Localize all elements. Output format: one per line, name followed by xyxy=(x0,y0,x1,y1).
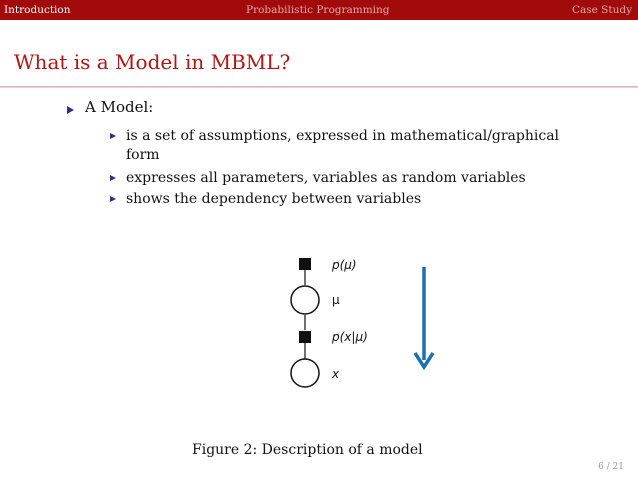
nav-section-case-study[interactable]: Case Study xyxy=(571,4,632,16)
sub-bullet-assumptions: is a set of assumptions, expressed in mathematical/graphical form xyxy=(126,128,560,163)
label-mu: μ xyxy=(332,293,340,307)
navbar xyxy=(0,0,638,20)
sub-bullet-random-variables: expresses all parameters, variables as random variables xyxy=(126,170,526,186)
factor-node-p-x-given-mu xyxy=(299,331,311,343)
page-number: 6 / 21 xyxy=(598,462,624,472)
label-x: x xyxy=(332,367,340,381)
nav-section-probabilistic-programming[interactable]: Probabilistic Programming xyxy=(246,4,390,16)
variable-node-mu xyxy=(291,286,319,314)
slide-title: What is a Model in MBML? xyxy=(14,50,291,74)
title-divider xyxy=(0,86,638,88)
sub-bullet-dependency: shows the dependency between variables xyxy=(126,191,422,207)
bullet-triangle-icon xyxy=(67,106,74,114)
factor-node-p-mu xyxy=(299,258,311,270)
figure-caption: Figure 2: Description of a model xyxy=(192,442,423,458)
nav-section-introduction[interactable]: Introduction xyxy=(4,4,71,16)
factor-graph-diagram xyxy=(270,245,460,395)
label-p-x-given-mu: p(x|μ) xyxy=(332,330,368,344)
sub-bullet-triangle-icon xyxy=(110,196,116,202)
sub-bullet-triangle-icon xyxy=(110,133,116,139)
sub-bullet-triangle-icon xyxy=(110,175,116,181)
label-p-mu: p(μ) xyxy=(332,258,357,272)
bullet-main: A Model: xyxy=(85,98,154,116)
variable-node-x xyxy=(291,359,319,387)
